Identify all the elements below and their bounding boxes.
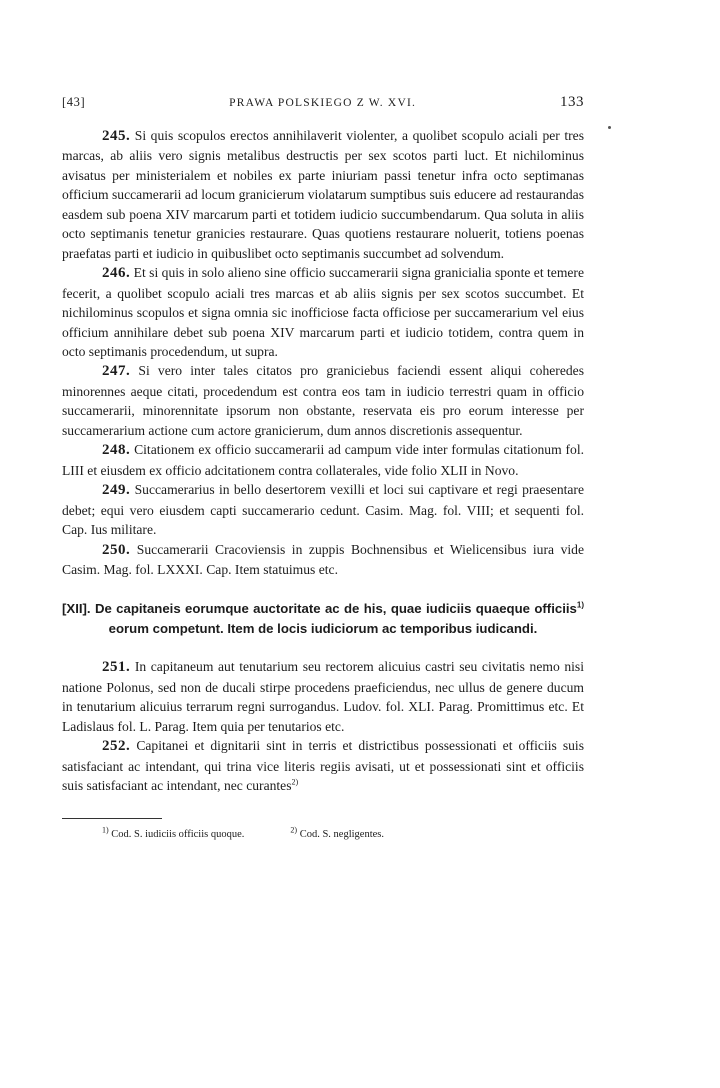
paragraph-text: Capitanei et dignitarii sint in terris et districtibus possessionati et officiis suis satisfaciant ac intendant, qui trina vice literis regiis avisati, ut et possessionati sint et officiis suis satisfaciant ac intendant, nec curantes bbox=[62, 738, 584, 794]
footnote-text: Cod. S. negligentes. bbox=[299, 828, 384, 840]
footnote-mark: 1) bbox=[102, 825, 109, 835]
section-heading-text: [XII]. De capitaneis eorumque auctoritate ac de his, quae iudiciis quaeque officiis bbox=[62, 601, 577, 617]
page-number: 133 bbox=[559, 94, 584, 110]
paragraph-text: Si vero inter tales citatos pro graniciebus faciendi essent aliqui coheredes minorennes aeque citati, procedendum est contra eos tam in iudicio terrestri quam in officio succamerarii, minorennitate ipsorum non obstante, reservata eis pro eorum interesse per succamerarium actione cum actore granicierum, dum annos discretionis assequentur. bbox=[62, 363, 584, 438]
paragraph-text: Citationem ex officio succamerarii ad campum vide inter formulas citationum fol. LIII et eiusdem ex officio adcitationem contra collaterales, vide folio XLII in Novo. bbox=[62, 442, 585, 478]
paragraph-number: 246. bbox=[102, 265, 131, 282]
paragraph-text: Succamerarius in bello desertorem vexilli et loci sui captivare et regi praesentare debet; equi vero eiusdem capti succamerario cedunt. Casim. Mag. fol. VIII; et sequenti fol. Cap. Ius militare. bbox=[62, 482, 584, 538]
paragraph-250 bbox=[62, 540, 584, 580]
paragraph-number: 247. bbox=[102, 363, 131, 380]
section-heading bbox=[62, 599, 584, 639]
document-page bbox=[62, 94, 584, 840]
footnote-ref-1: 1) bbox=[576, 601, 584, 611]
paragraph-252 bbox=[62, 736, 584, 795]
header-left: [43] bbox=[62, 95, 86, 109]
paragraph-number: 252. bbox=[102, 738, 131, 755]
paragraph-251 bbox=[62, 657, 584, 736]
paragraph-number: 249. bbox=[102, 482, 131, 499]
paragraph-text: Et si quis in solo alieno sine officio succamerarii signa granicialia sponte et temere fecerit, a quolibet scopulo aciali tres marcas et ab aliis signis per sex scotos succumbet. Et nichilominus scopulos et signa omnia sic inofficiose facta officiose per succamerarium vel eius officium annihilare debet sub poena XIV marcarum parti et iudicio totidem, contra quem in octo septimanis procedendum, ut supra. bbox=[62, 265, 584, 359]
paragraph-247 bbox=[62, 361, 584, 440]
paragraph-249 bbox=[62, 480, 584, 539]
paragraph-text: In capitaneum aut tenutarium seu rectorem alicuius castri seu civitatis nemo nisi natione Polonus, sed non de ducali stirpe procedens praeficiendus, nec ullus de genere ducum in tenutarium alicuius terrarum regni surrogandus. Ludov. fol. XLI. Parag. Promittimus etc. Et Ladislaus fol. L. Parag. Item quia per tenutarios etc. bbox=[62, 659, 584, 734]
paragraph-text: Succamerarii Cracoviensis in zuppis Bochnensibus et Wielicensibus iura vide Casim. Mag. fol. LXXXI. Cap. Item statuimus etc. bbox=[62, 541, 584, 577]
running-header bbox=[62, 94, 584, 118]
footnote-text: Cod. S. iudiciis officiis quoque. bbox=[111, 828, 245, 840]
footnote-mark: 2) bbox=[290, 825, 298, 835]
paragraph-245 bbox=[62, 126, 584, 263]
header-title: PRAWA POLSKIEGO Z W. XVI. bbox=[229, 97, 417, 109]
body-text bbox=[62, 126, 584, 796]
paragraph-number: 251. bbox=[102, 659, 131, 676]
footnote-1 bbox=[102, 825, 245, 840]
paragraph-246 bbox=[62, 263, 584, 361]
footnote-divider bbox=[62, 818, 162, 819]
paragraph-number: 248. bbox=[102, 442, 131, 459]
paragraph-number: 245. bbox=[102, 128, 131, 144]
paragraph-248 bbox=[62, 440, 584, 480]
footnote-2 bbox=[290, 825, 384, 840]
section-heading-text-cont: eorum competunt. Item de locis iudiciorum ac temporibus iudicandi. bbox=[108, 621, 538, 637]
paragraph-number: 250. bbox=[102, 541, 131, 558]
paragraph-text: Si quis scopulos erectos annihilaverit violenter, a quolibet scopulo aciali per tres marcas, ab aliis vero signis metalibus destructis per sex scotos parti luct. Et nichilominus avisatus per ministerialem et nobiles ex parte iniuriam passi tenetur infra octo septimanas officium succamerarii ad locum granicierum violatarum sumptibus suis educere ad restaurandas easdem sub poena XIV marcarum parti et totidem iudicio succumbendarum. Qua soluta in aliis octo septimanis tenetur granicies restaurare. Quas quotiens restaurare noluerit, totiens poenas praefatas parti et iudicio in quibuslibet octo septimanis succumbet ad solvendum. bbox=[62, 128, 584, 261]
stray-mark bbox=[608, 126, 611, 129]
footnotes bbox=[62, 825, 584, 840]
footnote-ref-2: 2) bbox=[291, 777, 299, 787]
